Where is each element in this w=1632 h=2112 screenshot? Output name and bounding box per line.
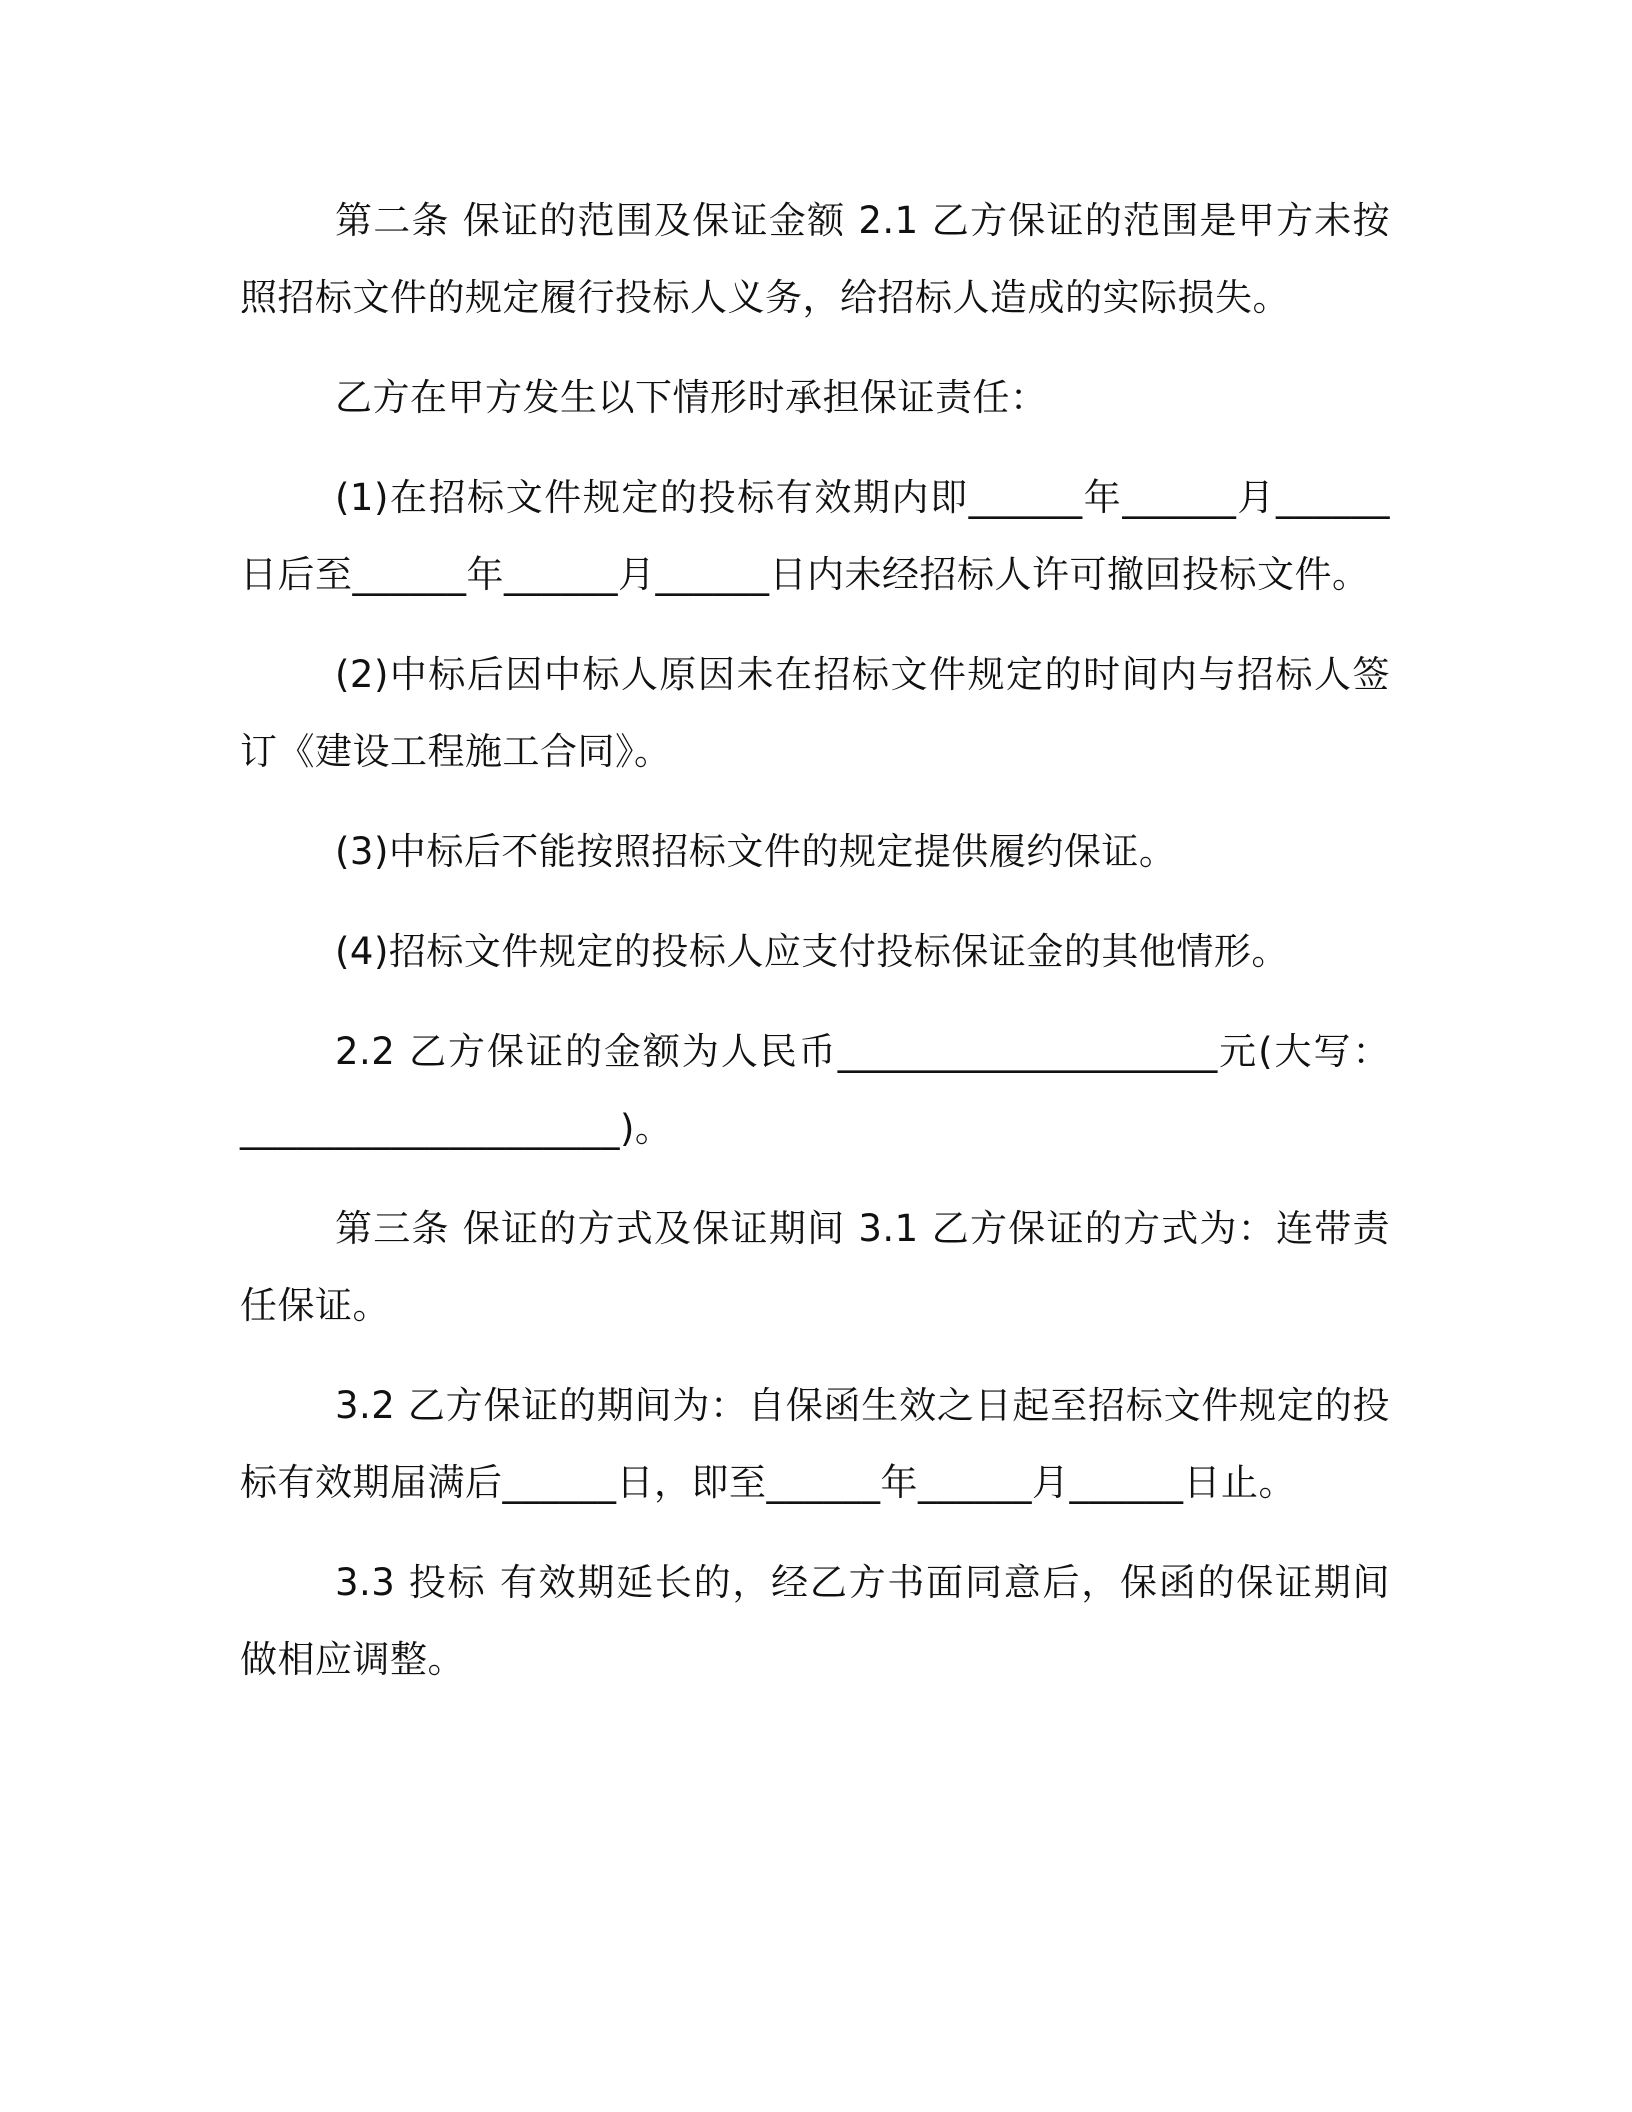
paragraph-case-2: (2)中标后因中标人原因未在招标文件规定的时间内与招标人签订《建设工程施工合同》。	[240, 653, 1390, 773]
paragraph-article-3: 第三条 保证的方式及保证期间 3.1 乙方保证的方式为：连带责任保证。	[240, 1207, 1390, 1327]
paragraph-liability-intro: 乙方在甲方发生以下情形时承担保证责任：	[335, 376, 1048, 419]
paragraph-article-2: 第二条 保证的范围及保证金额 2.1 乙方保证的范围是甲方未按照招标文件的规定履行投标人义务，给招标人造成的实际损失。	[240, 199, 1390, 319]
paragraph-case-4: (4)招标文件规定的投标人应支付投标保证金的其他情形。	[335, 930, 1289, 973]
paragraph-extension: 3.3 投标 有效期延长的，经乙方书面同意后，保函的保证期间做相应调整。	[240, 1561, 1390, 1681]
paragraph-case-3: (3)中标后不能按照招标文件的规定提供履约保证。	[335, 830, 1177, 873]
paragraph-case-1: (1)在招标文件规定的投标有效期内即______年______月______日后至______年______月______日内未经招标人许可撤回投标文件。	[240, 476, 1390, 596]
paragraph-period: 3.2 乙方保证的期间为：自保函生效之日起至招标文件规定的投标有效期届满后______日，即至______年______月______日止。	[240, 1384, 1390, 1504]
document-body	[240, 182, 1390, 1698]
paragraph-amount: 2.2 乙方保证的金额为人民币____________________元(大写：____________________)。	[240, 1030, 1390, 1150]
